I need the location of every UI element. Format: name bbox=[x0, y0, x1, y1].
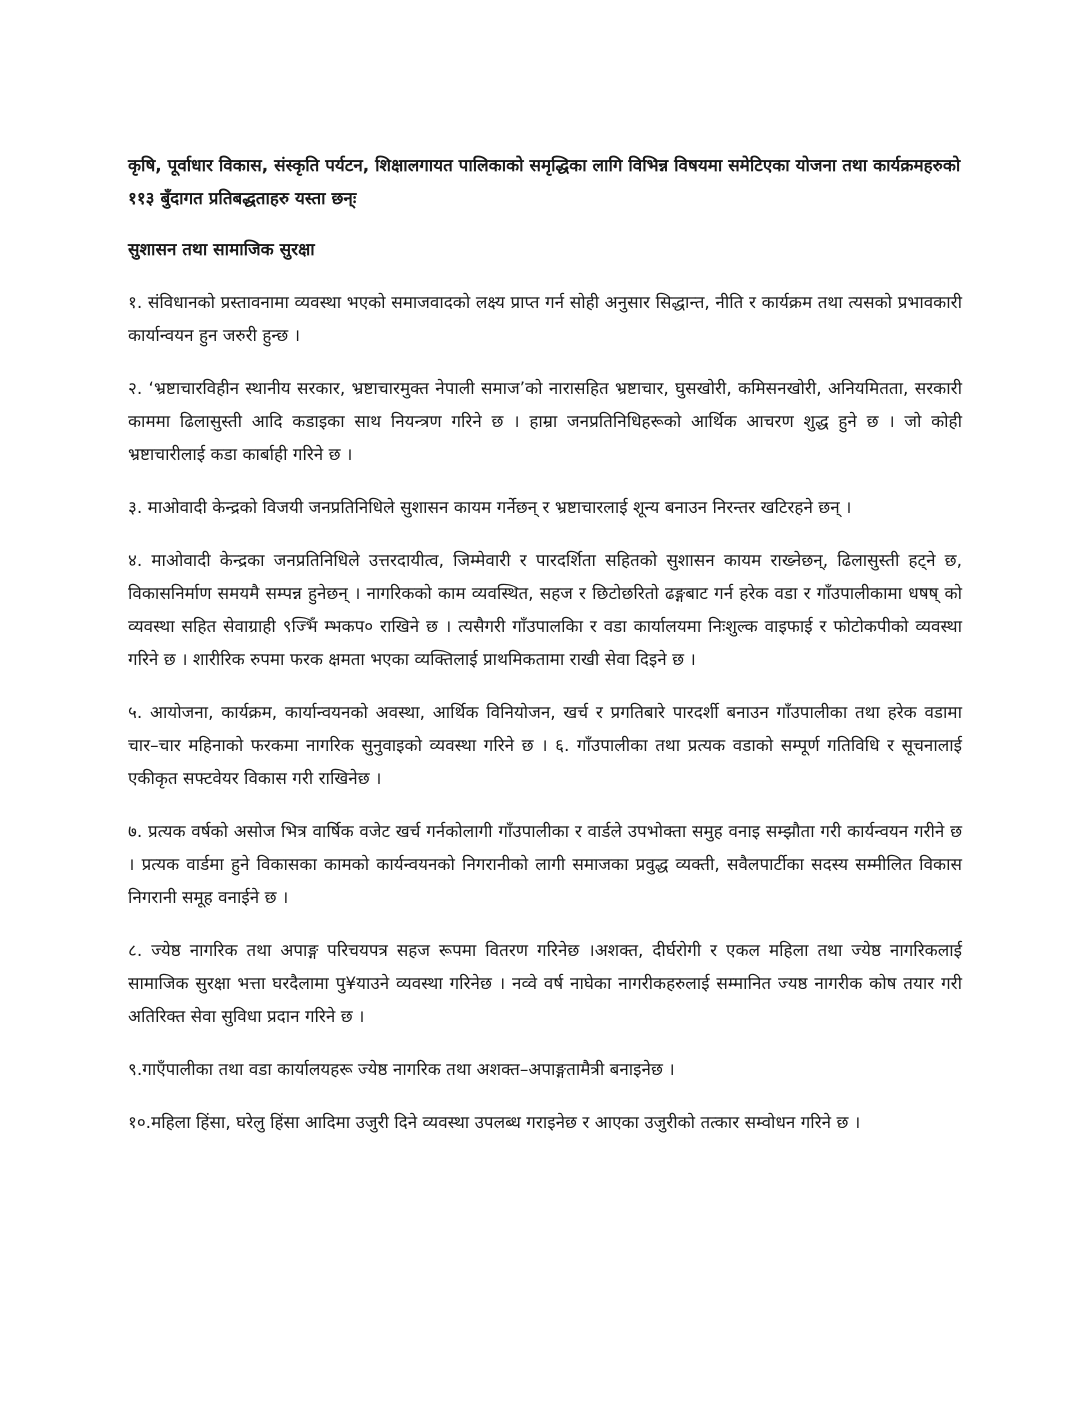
paragraph-2: २. ‘भ्रष्टाचारविहीन स्थानीय सरकार, भ्रष्टाचारमुक्त नेपाली समाज’को नारासहित भ्रष्टाचार, घुसखोरी, कमिसनखोरी, अनियमितता, सरकारी काममा ढिलासुस्ती आदि कडाइका साथ नियन्त्रण गरिने छ । हाम्रा जनप्रतिनिधिहरूको आर्थिक आचरण शुद्ध हुने छ । जो कोही भ्रष्टाचारीलाई कडा कार्बाही गरिने छ । bbox=[128, 379, 962, 465]
section-heading: सुशासन तथा सामाजिक सुरक्षा bbox=[128, 240, 315, 260]
paragraph-1: १. संविधानको प्रस्तावनामा व्यवस्था भएको समाजवादको लक्ष्य प्राप्त गर्न सोही अनुसार सिद्धान्त, नीति र कार्यक्रम तथा त्यसको प्रभावकारी कार्यान्वयन हुन जरुरी हुन्छ । bbox=[128, 293, 962, 346]
paragraph-4: ४. माओवादी केन्द्रका जनप्रतिनिधिले उत्तरदायीत्व, जिम्मेवारी र पारदर्शिता सहितको सुशासन कायम राख्नेछन्, ढिलासुस्ती हट्ने छ, विकासनिर्माण समयमै सम्पन्न हुनेछन् । नागरिकको काम व्यवस्थित, सहज र छिटोछरितो ढङ्गबाट गर्न हरेक वडा र गाँउपालीकामा धषष् को व्यवस्था सहित सेवाग्राही ९ज्भिँ म्भकप० राखिने छ । त्यसैगरी गाँउपालकिा र वडा कार्यालयमा निःशुल्क वाइफाई र फोटोकपीको व्यवस्था गरिने छ । शारीरिक रुपमा फरक क्षमता भएका व्यक्तिलाई प्राथमिकतामा राखी सेवा दिइने छ । bbox=[128, 551, 962, 670]
paragraph-8: ८. ज्येष्ठ नागरिक तथा अपाङ्ग परिचयपत्र सहज रूपमा वितरण गरिनेछ ।अशक्त, दीर्घरोगी र एकल महिला तथा ज्येष्ठ नागरिकलाई सामाजिक सुरक्षा भत्ता घरदैलामा पु¥याउने व्यवस्था गरिनेछ । नव्वे वर्ष नाघेका नागरीकहरुलाई सम्मानित ज्यष्ठ नागरीक कोष तयार गरी अतिरिक्त सेवा सुविधा प्रदान गरिने छ । bbox=[128, 941, 962, 1027]
paragraph-7: ७. प्रत्यक वर्षको असोज भित्र वार्षिक वजेट खर्च गर्नकोलागी गाँउपालीका र वार्डले उपभोक्ता समुह वनाइ सम्झौता गरी कार्यन्वयन गरीने छ । प्रत्यक वार्डमा हुने विकासका कामको कार्यन्वयनको निगरानीको लागी समाजका प्रवुद्ध व्यक्ती, सवैलपार्टीका सदस्य सम्मीलित विकास निगरानी समूह वनाईने छ । bbox=[128, 822, 962, 908]
paragraph-10: १०.महिला हिंसा, घरेलु हिंसा आदिमा उजुरी दिने व्यवस्था उपलब्ध गराइनेछ र आएका उजुरीको तत्कार सम्वोधन गरिने छ । bbox=[128, 1113, 861, 1133]
intro-paragraph: कृषि, पूर्वाधार विकास, संस्कृति पर्यटन, शिक्षालगायत पालिकाको समृद्धिका लागि विभिन्न विषयमा समेटिएका योजना तथा कार्यक्रमहरुको ११३ बुँदागत प्रतिबद्धताहरु यस्ता छन्ः bbox=[128, 156, 961, 209]
paragraph-9: ९.गाएँपालीका तथा वडा कार्यालयहरू ज्येष्ठ नागरिक तथा अशक्त–अपाङ्गतामैत्री बनाइनेछ । bbox=[128, 1060, 675, 1080]
paragraph-5-6: ५. आयोजना, कार्यक्रम, कार्यान्वयनको अवस्था, आर्थिक विनियोजन, खर्च र प्रगतिबारे पारदर्शी बनाउन गाँउपालीका तथा हरेक वडामा चार–चार महिनाको फरकमा नागरिक सुनुवाइको व्यवस्था गरिने छ । ६. गाँउपालीका तथा प्रत्यक वडाको सम्पूर्ण गतिविधि र सूचनालाई एकीकृत सफ्टवेयर विकास गरी राखिनेछ । bbox=[128, 703, 962, 789]
paragraph-3: ३. माओवादी केन्द्रको विजयी जनप्रतिनिधिले सुशासन कायम गर्नेछन् र भ्रष्टाचारलाई शून्य बनाउन निरन्तर खटिरहने छन् । bbox=[128, 498, 852, 518]
